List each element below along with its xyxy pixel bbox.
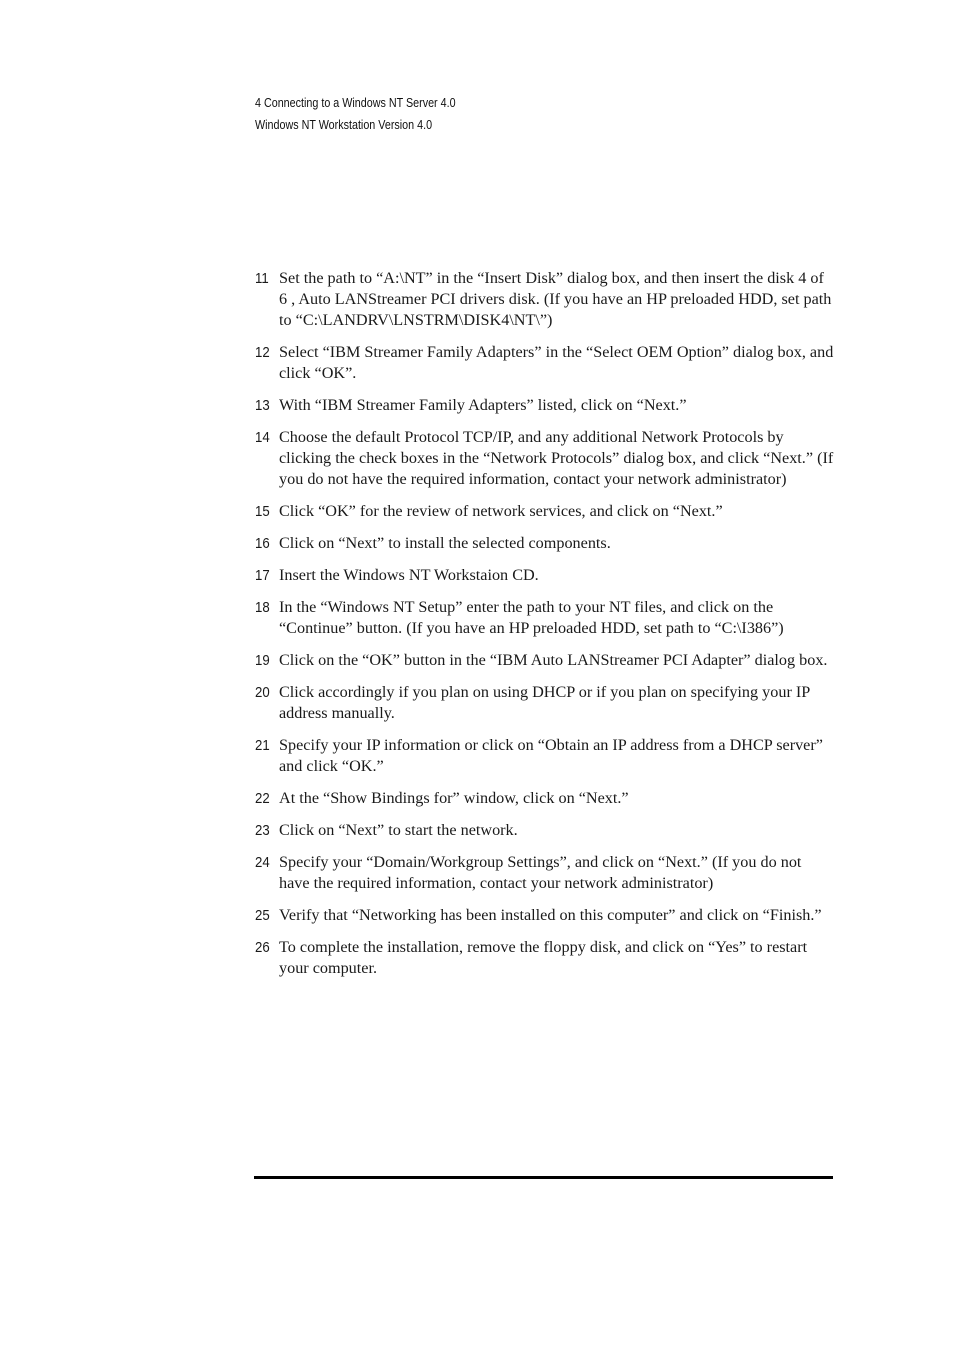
step-item (255, 650, 835, 671)
steps-list (255, 268, 835, 990)
step-item (255, 788, 835, 809)
step-item (255, 501, 835, 522)
step-number: 23 (255, 822, 270, 839)
step-text: Set the path to “A:\NT” in the “Insert Disk” dialog box, and then insert the disk 4 of 6 , Auto LANStreamer PCI drivers disk. (If you have an HP preloaded HDD, set path to “C:\LANDRV\LNSTRM\DISK4\NT\”) (279, 269, 832, 329)
step-item (255, 427, 835, 490)
step-text: Verify that “Networking has been installed on this computer” and click on “Finish.” (279, 906, 822, 924)
step-item (255, 852, 835, 894)
step-item (255, 268, 835, 331)
step-item (255, 597, 835, 639)
step-text: To complete the installation, remove the floppy disk, and click on “Yes” to restart your computer. (279, 938, 808, 977)
step-item (255, 820, 835, 841)
step-number: 18 (255, 599, 270, 616)
step-number: 22 (255, 790, 270, 807)
step-text: Select “IBM Streamer Family Adapters” in the “Select OEM Option” dialog box, and click “OK”. (279, 343, 834, 382)
step-text: Insert the Windows NT Workstaion CD. (279, 566, 539, 584)
step-item (255, 565, 835, 586)
step-number: 13 (255, 397, 270, 414)
step-text: Click on the “OK” button in the “IBM Auto LANStreamer PCI Adapter” dialog box. (279, 651, 828, 669)
step-item (255, 682, 835, 724)
step-number: 14 (255, 429, 270, 446)
step-text: Click accordingly if you plan on using DHCP or if you plan on specifying your IP address manually. (279, 683, 810, 722)
step-item (255, 395, 835, 416)
step-text: Click “OK” for the review of network services, and click on “Next.” (279, 502, 723, 520)
step-number: 15 (255, 503, 270, 520)
step-text: With “IBM Streamer Family Adapters” listed, click on “Next.” (279, 396, 687, 414)
step-number: 24 (255, 854, 270, 871)
step-item (255, 342, 835, 384)
step-number: 11 (255, 270, 269, 287)
step-number: 26 (255, 939, 270, 956)
step-number: 19 (255, 652, 270, 669)
step-number: 25 (255, 907, 270, 924)
step-text: Specify your IP information or click on “Obtain an IP address from a DHCP server” and click “OK.” (279, 736, 823, 775)
step-text: Click on “Next” to start the network. (279, 821, 518, 839)
chapter-title: 4 Connecting to a Windows NT Server 4.0 (255, 96, 456, 110)
footer-divider (254, 1176, 833, 1179)
step-item (255, 937, 835, 979)
step-text: In the “Windows NT Setup” enter the path to your NT files, and click on the “Continue” button. (If you have an HP preloaded HDD, set path to “C:\I386”) (279, 598, 784, 637)
step-number: 16 (255, 535, 270, 552)
section-title: Windows NT Workstation Version 4.0 (255, 118, 433, 132)
step-item (255, 735, 835, 777)
step-text: Choose the default Protocol TCP/IP, and any additional Network Protocols by clicking the check boxes in the “Network Protocols” dialog box, and click “Next.” (If you do not have the required information, contact your network administrator) (279, 428, 834, 488)
step-item (255, 905, 835, 926)
step-number: 21 (255, 737, 270, 754)
step-number: 12 (255, 344, 270, 361)
step-item (255, 533, 835, 554)
step-text: At the “Show Bindings for” window, click on “Next.” (279, 789, 629, 807)
step-number: 17 (255, 567, 270, 584)
step-number: 20 (255, 684, 270, 701)
page-header (255, 94, 488, 134)
step-text: Specify your “Domain/Workgroup Settings”, and click on “Next.” (If you do not have the required information, contact your network administrator) (279, 853, 802, 892)
step-text: Click on “Next” to install the selected components. (279, 534, 611, 552)
